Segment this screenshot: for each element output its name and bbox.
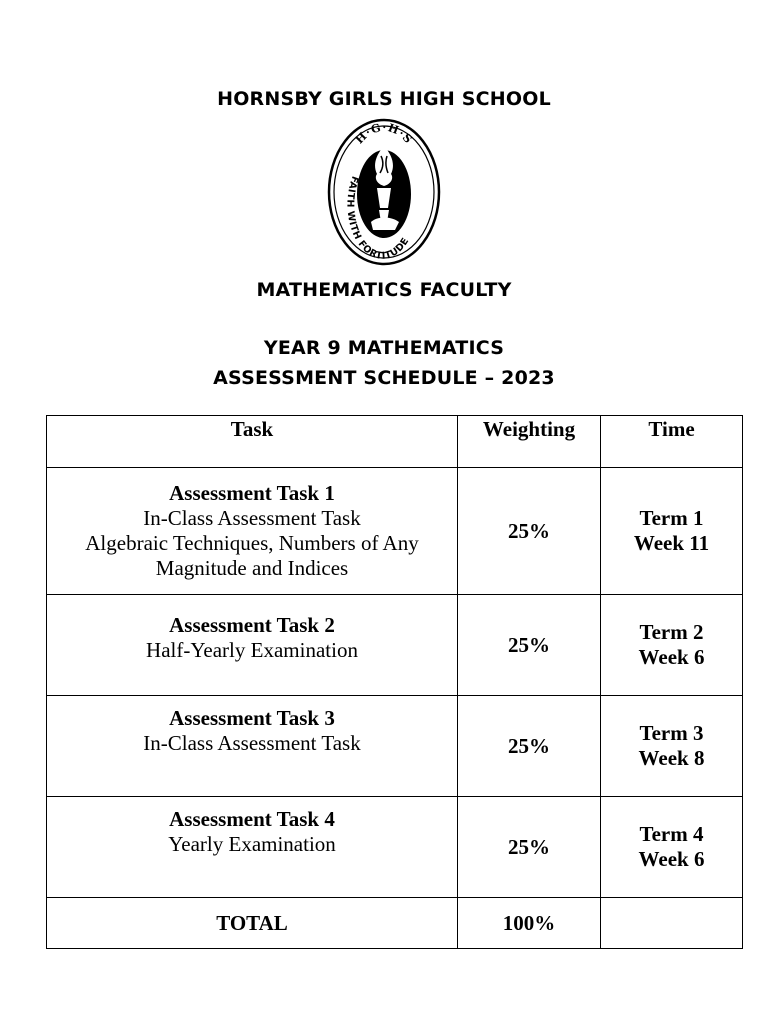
weighting-cell: 25% (458, 595, 601, 696)
total-label-cell (47, 898, 458, 949)
table-header-row (47, 416, 743, 468)
time-column-header: Time (601, 416, 743, 468)
weighting-cell: 25% (458, 696, 601, 797)
svg-text:H·G·H·S: H·G·H·S (352, 120, 416, 147)
task-description-line: Half-Yearly Examination (146, 638, 358, 662)
school-crest-logo (327, 118, 441, 266)
task-cell (47, 468, 458, 595)
task-title: Assessment Task 2 (169, 613, 335, 637)
task-description-line: Yearly Examination (168, 832, 336, 856)
task-cell (47, 696, 458, 797)
table-row (47, 468, 743, 595)
weighting-cell: 25% (458, 468, 601, 595)
time-cell (601, 696, 743, 797)
task-description-line: In-Class Assessment Task (143, 506, 361, 530)
total-weighting: 100% (502, 910, 556, 935)
assessment-schedule-table (46, 415, 743, 949)
term-label: Term 3 (639, 721, 704, 745)
total-row (47, 898, 743, 949)
schedule-title: ASSESSMENT SCHEDULE – 2023 (213, 367, 555, 389)
term-label: Term 2 (639, 620, 704, 644)
task-description-line: In-Class Assessment Task (143, 731, 361, 755)
total-label: TOTAL (216, 910, 288, 935)
table-row (47, 797, 743, 898)
weighting-column-header: Weighting (458, 416, 601, 468)
week-label: Week 6 (638, 847, 705, 871)
week-label: Week 6 (638, 645, 705, 669)
faculty-name: MATHEMATICS FACULTY (256, 279, 512, 301)
time-cell (601, 797, 743, 898)
week-label: Week 11 (633, 531, 710, 555)
total-time-cell (601, 898, 743, 949)
week-label: Week 8 (638, 746, 705, 770)
task-title: Assessment Task 1 (169, 481, 335, 505)
task-column-header: Task (47, 416, 458, 468)
task-title: Assessment Task 4 (169, 807, 335, 831)
task-cell (47, 595, 458, 696)
task-description-line: Magnitude and Indices (155, 556, 349, 580)
table-row (47, 595, 743, 696)
table-row (47, 696, 743, 797)
svg-text:FAITH WITH FORTITUDE: FAITH WITH FORTITUDE (344, 174, 412, 262)
task-cell (47, 797, 458, 898)
total-weighting-cell (458, 898, 601, 949)
course-title: YEAR 9 MATHEMATICS (263, 337, 505, 359)
school-name: HORNSBY GIRLS HIGH SCHOOL (217, 88, 551, 110)
term-label: Term 4 (639, 822, 704, 846)
task-description-line: Algebraic Techniques, Numbers of Any (85, 531, 419, 555)
time-cell (601, 595, 743, 696)
task-title: Assessment Task 3 (169, 706, 335, 730)
weighting-cell: 25% (458, 797, 601, 898)
time-cell (601, 468, 743, 595)
term-label: Term 1 (639, 506, 704, 530)
